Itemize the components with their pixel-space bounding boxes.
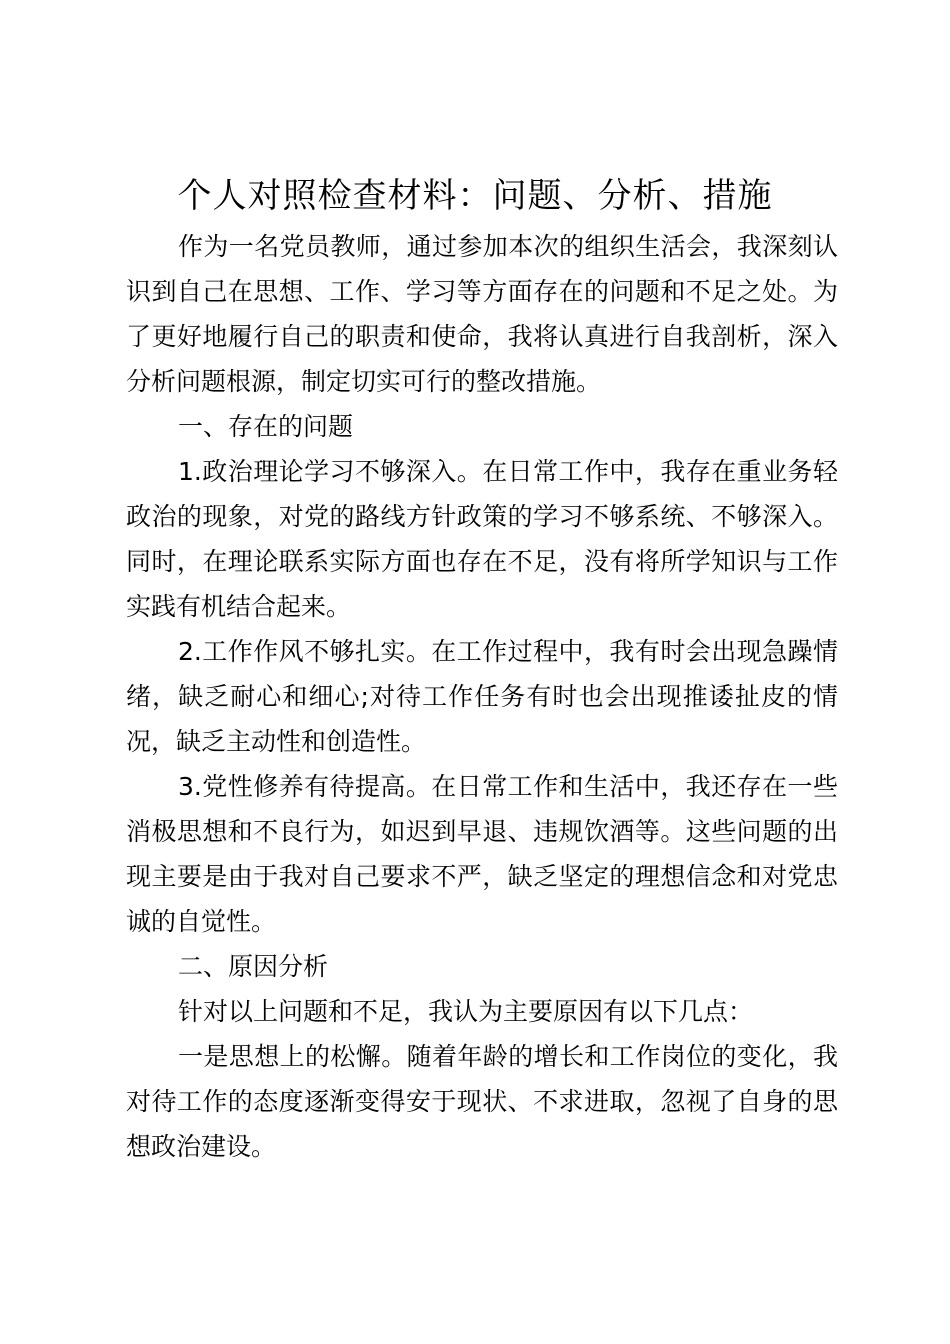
problem-item-3: 3.党性修养有待提高。在日常工作和生活中，我还存在一些消极思想和不良行为，如迟到早退、违规饮酒等。这些问题的出现主要是由于我对自己要求不严，缺乏坚定的理想信念和对党忠诚的自觉性。 (126, 772, 838, 936)
causes-intro-paragraph: 针对以上问题和不足，我认为主要原因有以下几点： (178, 997, 754, 1026)
section-heading-problems: 一、存在的问题 (178, 412, 354, 441)
document-body (126, 224, 838, 1169)
document-title: 个人对照检查材料：问题、分析、措施 (177, 176, 773, 216)
problem-item-1: 1.政治理论学习不够深入。在日常工作中，我存在重业务轻政治的现象，对党的路线方针政策的学习不够系统、不够深入。同时，在理论联系实际方面也存在不足，没有将所学知识与工作实践有机结合起来。 (126, 457, 838, 621)
section-heading-causes: 二、原因分析 (178, 952, 329, 981)
problem-item-2: 2.工作作风不够扎实。在工作过程中，我有时会出现急躁情绪，缺乏耐心和细心;对待工作任务有时也会出现推诿扯皮的情况，缺乏主动性和创造性。 (126, 637, 838, 756)
cause-item-1: 一是思想上的松懈。随着年龄的增长和工作岗位的变化，我对待工作的态度逐渐变得安于现状、不求进取，忽视了自身的思想政治建设。 (126, 1042, 838, 1161)
intro-paragraph: 作为一名党员教师，通过参加本次的组织生活会，我深刻认识到自己在思想、工作、学习等方面存在的问题和不足之处。为了更好地履行自己的职责和使命，我将认真进行自我剖析，深入分析问题根源，制定切实可行的整改措施。 (126, 232, 838, 396)
